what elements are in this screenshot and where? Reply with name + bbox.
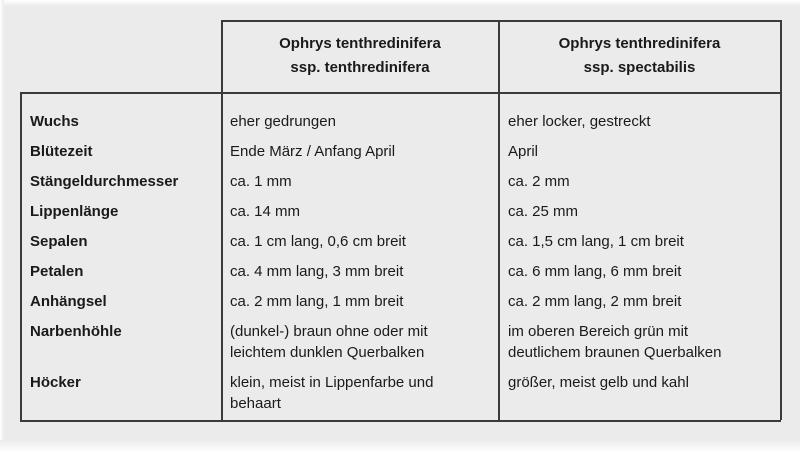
scan-edge — [0, 0, 800, 6]
cell-spectabilis-sepalen: ca. 1,5 cm lang, 1 cm breit — [508, 233, 684, 250]
cell-spectabilis-bluetezeit: April — [508, 143, 539, 160]
cell-tenthredinifera-petalen: ca. 4 mm lang, 3 mm breit — [230, 263, 404, 280]
cell-spectabilis-staengeldurchmesser: ca. 2 mm — [508, 173, 570, 190]
table-border-top — [221, 20, 781, 22]
cell-tenthredinifera-staengeldurchmesser: ca. 1 mm — [230, 173, 292, 190]
cell-spectabilis-lippenlaenge: ca. 25 mm — [508, 203, 579, 220]
row-label-petalen: Petalen — [30, 263, 84, 280]
cell-tenthredinifera-narbenhoehle-line1: (dunkel-) braun ohne oder mit — [230, 323, 428, 340]
cell-tenthredinifera-anhaengsel: ca. 2 mm lang, 1 mm breit — [230, 293, 404, 310]
cell-tenthredinifera-hoecker-line1: klein, meist in Lippenfarbe und — [230, 374, 434, 391]
table-border-right — [780, 20, 782, 420]
column-header-line: Ophrys tenthredinifera — [279, 35, 441, 52]
row-label-staengeldurchmesser: Stängeldurchmesser — [30, 173, 179, 190]
column-header-tenthredinifera — [222, 28, 498, 84]
column-header-line: Ophrys tenthredinifera — [558, 35, 721, 52]
row-label-wuchs: Wuchs — [30, 113, 79, 130]
cell-tenthredinifera-narbenhoehle-line2: leichtem dunklen Querbalken — [230, 344, 425, 361]
table-border-left — [20, 92, 22, 421]
column-header-line: ssp. tenthredinifera — [290, 59, 430, 76]
column-header-line: ssp. spectabilis — [583, 59, 696, 76]
cell-spectabilis-petalen: ca. 6 mm lang, 6 mm breit — [508, 263, 682, 280]
row-label-sepalen: Sepalen — [30, 233, 88, 250]
cell-tenthredinifera-bluetezeit: Ende März / Anfang April — [230, 143, 396, 160]
cell-tenthredinifera-lippenlaenge: ca. 14 mm — [230, 203, 301, 220]
row-label-anhaengsel: Anhängsel — [30, 293, 107, 310]
row-label-lippenlaenge: Lippenlänge — [30, 203, 119, 220]
header-separator-line — [20, 92, 781, 94]
cell-spectabilis-narbenhoehle-line2: deutlichem braunen Querbalken — [508, 344, 722, 361]
row-label-hoecker: Höcker — [30, 374, 81, 391]
cell-tenthredinifera-sepalen: ca. 1 cm lang, 0,6 cm breit — [230, 233, 406, 250]
cell-tenthredinifera-hoecker-line2: behaart — [230, 395, 281, 412]
cell-spectabilis-hoecker: größer, meist gelb und kahl — [508, 374, 689, 391]
scan-edge — [0, 440, 800, 452]
row-label-narbenhoehle: Narbenhöhle — [30, 323, 122, 340]
scan-edge — [0, 0, 4, 452]
cell-spectabilis-narbenhoehle-line1: im oberen Bereich grün mit — [508, 323, 689, 340]
column-header-spectabilis — [499, 28, 780, 84]
cell-spectabilis-anhaengsel: ca. 2 mm lang, 2 mm breit — [508, 293, 682, 310]
table-border-bottom — [20, 420, 781, 422]
cell-spectabilis-wuchs: eher locker, gestreckt — [508, 113, 651, 130]
row-label-bluetezeit: Blütezeit — [30, 143, 93, 160]
cell-tenthredinifera-wuchs: eher gedrungen — [230, 113, 336, 130]
